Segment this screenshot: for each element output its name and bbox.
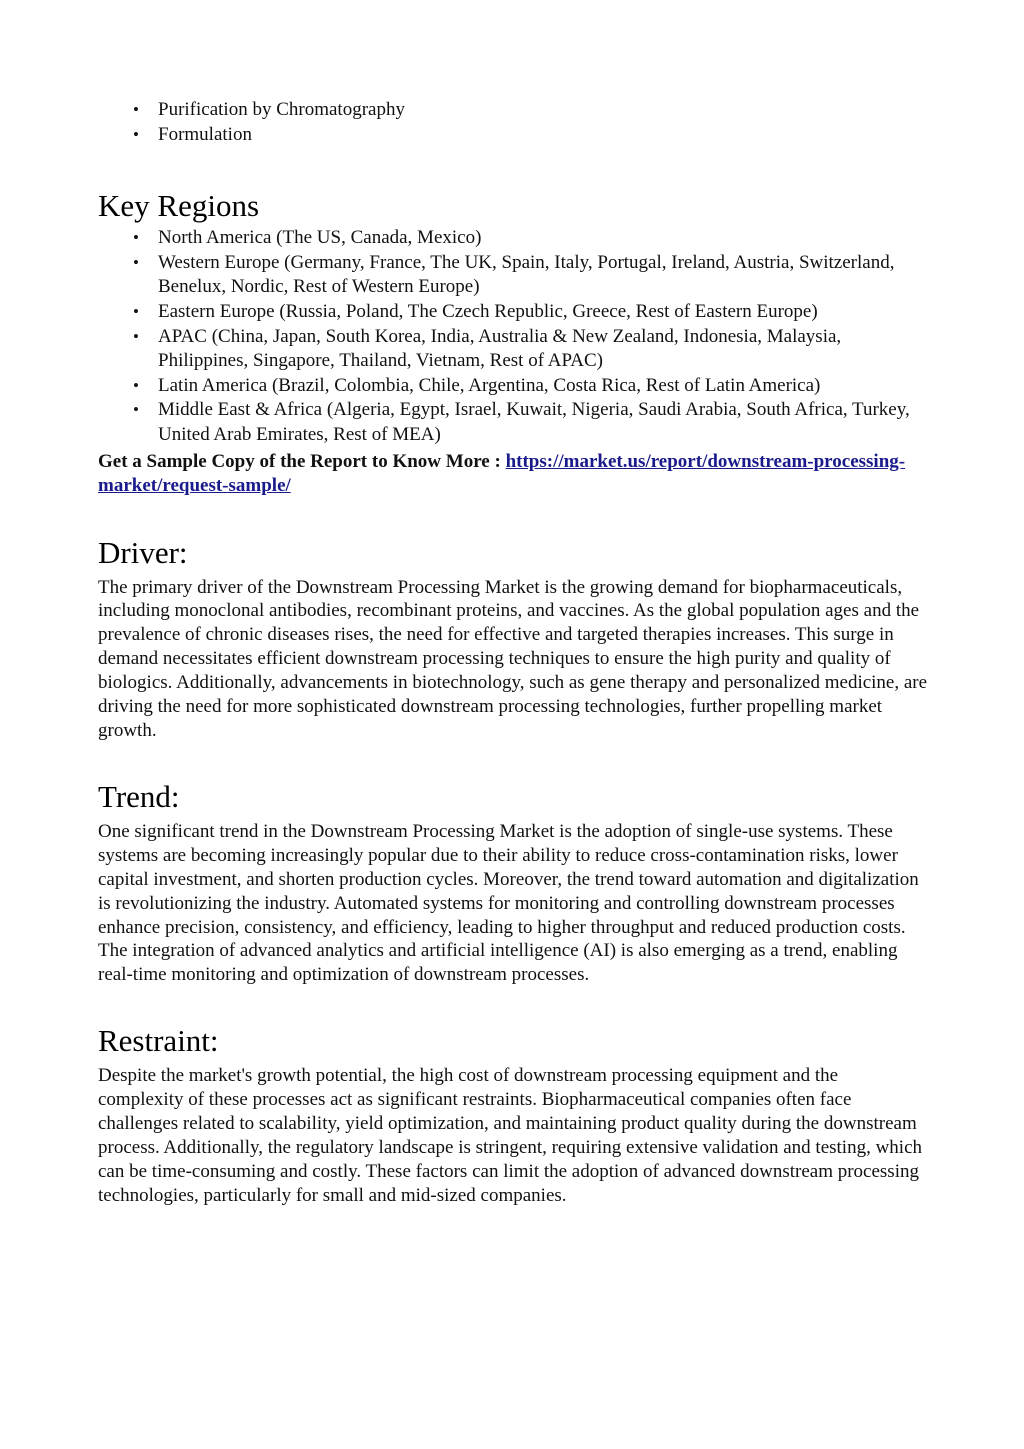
bullet-icon: • xyxy=(133,252,139,272)
list-item: • Latin America (Brazil, Colombia, Chile, Argentina, Costa Rica, Rest of Latin America) xyxy=(158,374,928,399)
sample-request-link[interactable]: https://market.us/report/downstream-processing-market/request-sample/ xyxy=(98,450,906,497)
restraint-paragraph: Despite the market's growth potential, the high cost of downstream processing equipment and the complexity of these processes act as significant restraints. Biopharmaceutical companies often face challenges related to scalability, yield optimization, and maintaining product quality during the downstream process. Additionally, the regulatory landscape is stringent, requiring extensive validation and testing, which can be time-consuming and costly. These factors can limit the adoption of advanced downstream processing technologies, particularly for small and mid-sized companies. xyxy=(98,1065,923,1206)
restraint-heading: Restraint: xyxy=(98,1023,219,1059)
process-list xyxy=(98,98,928,147)
bullet-icon: • xyxy=(133,301,139,321)
key-regions-heading: Key Regions xyxy=(98,188,260,224)
list-item: • APAC (China, Japan, South Korea, India, Australia & New Zealand, Indonesia, Malaysia, Philippines, Singapore, Thailand, Vietnam, Rest of APAC) xyxy=(133,325,842,372)
list-item: • Middle East & Africa (Algeria, Egypt, Israel, Kuwait, Nigeria, Saudi Arabia, South Africa, Turkey, United Arab Emirates, Rest of MEA) xyxy=(133,399,910,445)
sample-cta xyxy=(98,450,928,499)
list-item: • Eastern Europe (Russia, Poland, The Czech Republic, Greece, Rest of Eastern Europe) xyxy=(158,300,928,325)
trend-heading: Trend: xyxy=(98,778,180,814)
bullet-icon: • xyxy=(133,326,139,346)
bullet-icon: • xyxy=(133,375,139,395)
bullet-icon: • xyxy=(133,100,139,119)
bullet-icon: • xyxy=(133,228,139,248)
sample-cta-text: Get a Sample Copy of the Report to Know More : xyxy=(98,450,506,472)
bullet-icon: • xyxy=(133,124,139,144)
trend-paragraph: One significant trend in the Downstream Processing Market is the adoption of single-use systems. These systems are becoming increasingly popular due to their ability to reduce cross-contamination risks, lower capital investment, and shorten production cycles. Moreover, the trend toward automation and digitalization is revolutionizing the industry. Automated systems for monitoring and controlling downstream processes enhance precision, consistency, and efficiency, leading to higher throughput and reduced production costs. The integration of advanced analytics and artificial intelligence (AI) is also emerging as a trend, enabling real-time monitoring and optimization of downstream processes. xyxy=(98,820,919,986)
document-page xyxy=(98,98,928,1208)
driver-heading: Driver: xyxy=(98,534,188,570)
regions-list xyxy=(98,226,928,447)
driver-paragraph: The primary driver of the Downstream Processing Market is the growing demand for biopharmaceuticals, including monoclonal antibodies, recombinant proteins, and vaccines. As the global population ages and the prevalence of chronic diseases rises, the need for effective and targeted therapies increases. This surge in demand necessitates efficient downstream processing techniques to ensure the high purity and quality of biologics. Additionally, advancements in biotechnology, such as gene therapy and personalized medicine, are driving the need for more sophisticated downstream processing technologies, further propelling market growth. xyxy=(98,576,928,741)
bullet-icon: • xyxy=(133,400,139,420)
list-item: • North America (The US, Canada, Mexico) xyxy=(158,226,928,251)
list-item: • Purification by Chromatography xyxy=(158,98,928,123)
list-item: • Formulation xyxy=(158,123,928,148)
list-item: • Western Europe (Germany, France, The UK, Spain, Italy, Portugal, Ireland, Austria, Switzerland, Benelux, Nordic, Rest of Western Europe) xyxy=(133,251,895,298)
